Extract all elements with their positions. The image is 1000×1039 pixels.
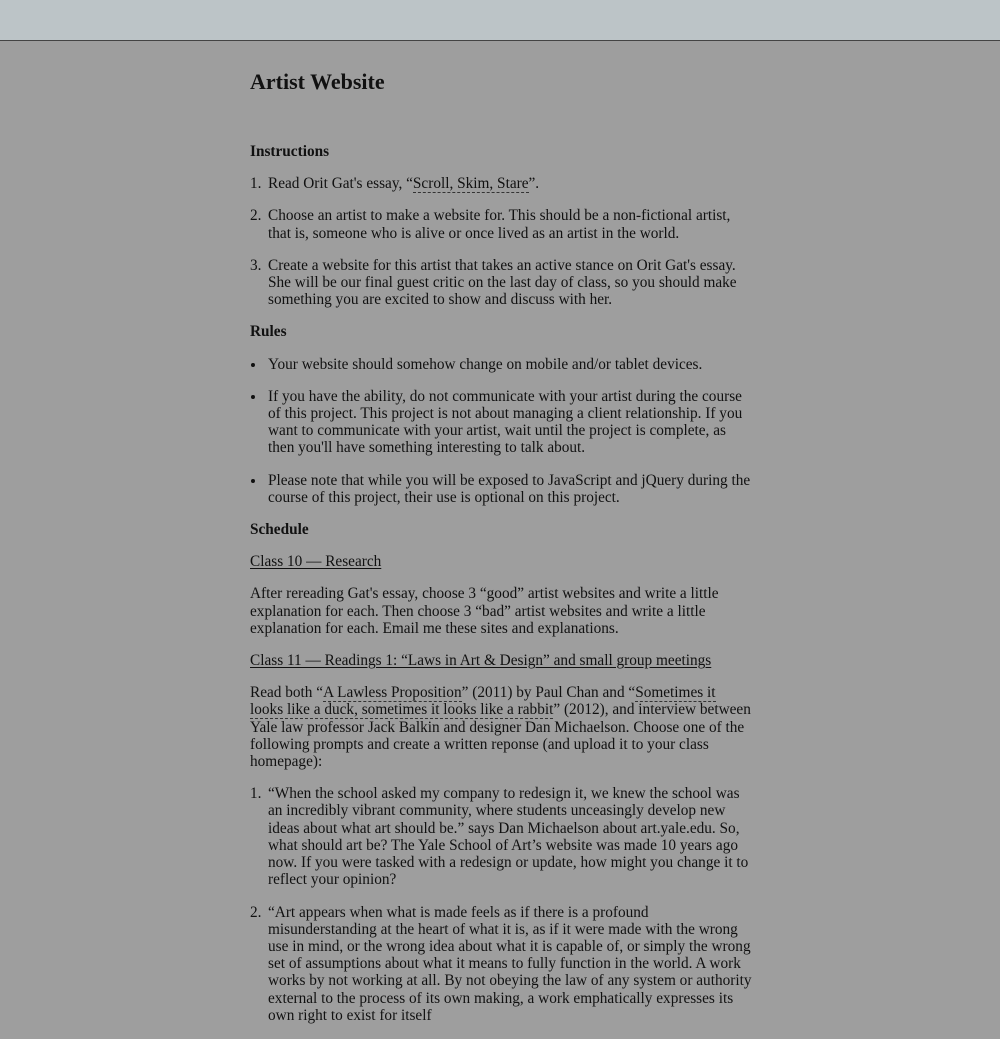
item-text: Read Orit Gat's essay, “ [268, 175, 413, 193]
scroll-skim-stare-link[interactable]: Scroll, Skim, Stare [412, 175, 529, 193]
list-item: If you have the ability, do not communicate with your artist during the course of this project. This project is not about managing a client relationship. If you want to communicate with your artist, wait until the project is complete, as then you'll have something interesting to talk about. [250, 388, 752, 457]
rules-heading: Rules [250, 323, 287, 341]
list-number: 1. [250, 175, 262, 193]
intro-text: ” (2012), and interview between Yale law professor Jack Balkin and designer Dan Michaelson. Choose one of the following prompts and create a written reponse (and upload it to your class homepage): [250, 701, 751, 771]
list-number: 2. [250, 207, 262, 225]
browser-top-bar [0, 0, 1000, 41]
item-text: Create a website for this artist that takes an active stance on Orit Gat's essay. She will be our final guest critic on the last day of class, so you should make something you are excited to show and discuss with her. [268, 256, 737, 309]
main-content [250, 66, 752, 1039]
class-11-intro [250, 684, 752, 770]
list-item: Your website should somehow change on mobile and/or tablet devices. [250, 356, 752, 373]
list-item [250, 257, 752, 309]
list-number: 1. [250, 785, 262, 803]
class-10-text: After rereading Gat's essay, choose 3 “good” artist websites and write a little explanation for each. Then choose 3 “bad” artist websites and write a little explanation for each. Email me these sites and explanations. [250, 585, 719, 637]
instructions-list [250, 175, 752, 308]
instructions-heading: Instructions [250, 143, 330, 160]
list-item: Please note that while you will be exposed to JavaScript and jQuery during the course of this project, their use is optional on this project. [250, 472, 752, 506]
list-item [250, 904, 752, 1024]
duck-rabbit-link[interactable]: Sometimes it looks like a duck, sometimes it looks like a rabbit [250, 684, 716, 719]
list-number: 3. [250, 256, 262, 274]
class-11-title: Class 11 — Readings 1: “Laws in Art & Design” and small group meetings [250, 652, 712, 670]
rules-list [250, 356, 752, 506]
list-item [250, 785, 752, 888]
intro-text: ” (2011) by Paul Chan and “ [461, 684, 636, 702]
list-item [250, 207, 752, 241]
list-item [250, 175, 752, 192]
item-text: ”. [528, 175, 540, 193]
page-title: Artist Website [250, 69, 385, 94]
schedule-heading: Schedule [250, 521, 309, 539]
list-number: 2. [250, 903, 262, 921]
item-text: “Art appears when what is made feels as if there is a profound misunderstanding at the heart of what it is, as if it were made with the wrong use in mind, or the wrong idea about what it is capable of, or simply the wrong set of assumptions about what it means to fully function in the world. A work works by not working at all. By not obeying the law of any system or authority external to the process of its own making, a work emphatically expresses its own right to exist for itself [268, 903, 752, 1024]
class-10-title: Class 10 — Research [250, 553, 382, 571]
intro-text: Read both “ [250, 684, 324, 702]
prompts-list [250, 785, 752, 1024]
item-text: “When the school asked my company to redesign it, we knew the school was an incredibly vibrant community, where students unceasingly develop new ideas about what art should be.” says Dan Michaelson about art.yale.edu. So, what should art be? The Yale School of Art’s website was made 10 years ago now. If you were tasked with a redesign or update, how might you change it to reflect your opinion? [268, 785, 749, 889]
item-text: Choose an artist to make a website for. This should be a non-fictional artist, that is, someone who is alive or once lived as an artist in the world. [268, 207, 731, 242]
lawless-proposition-link[interactable]: A Lawless Proposition [323, 684, 462, 702]
